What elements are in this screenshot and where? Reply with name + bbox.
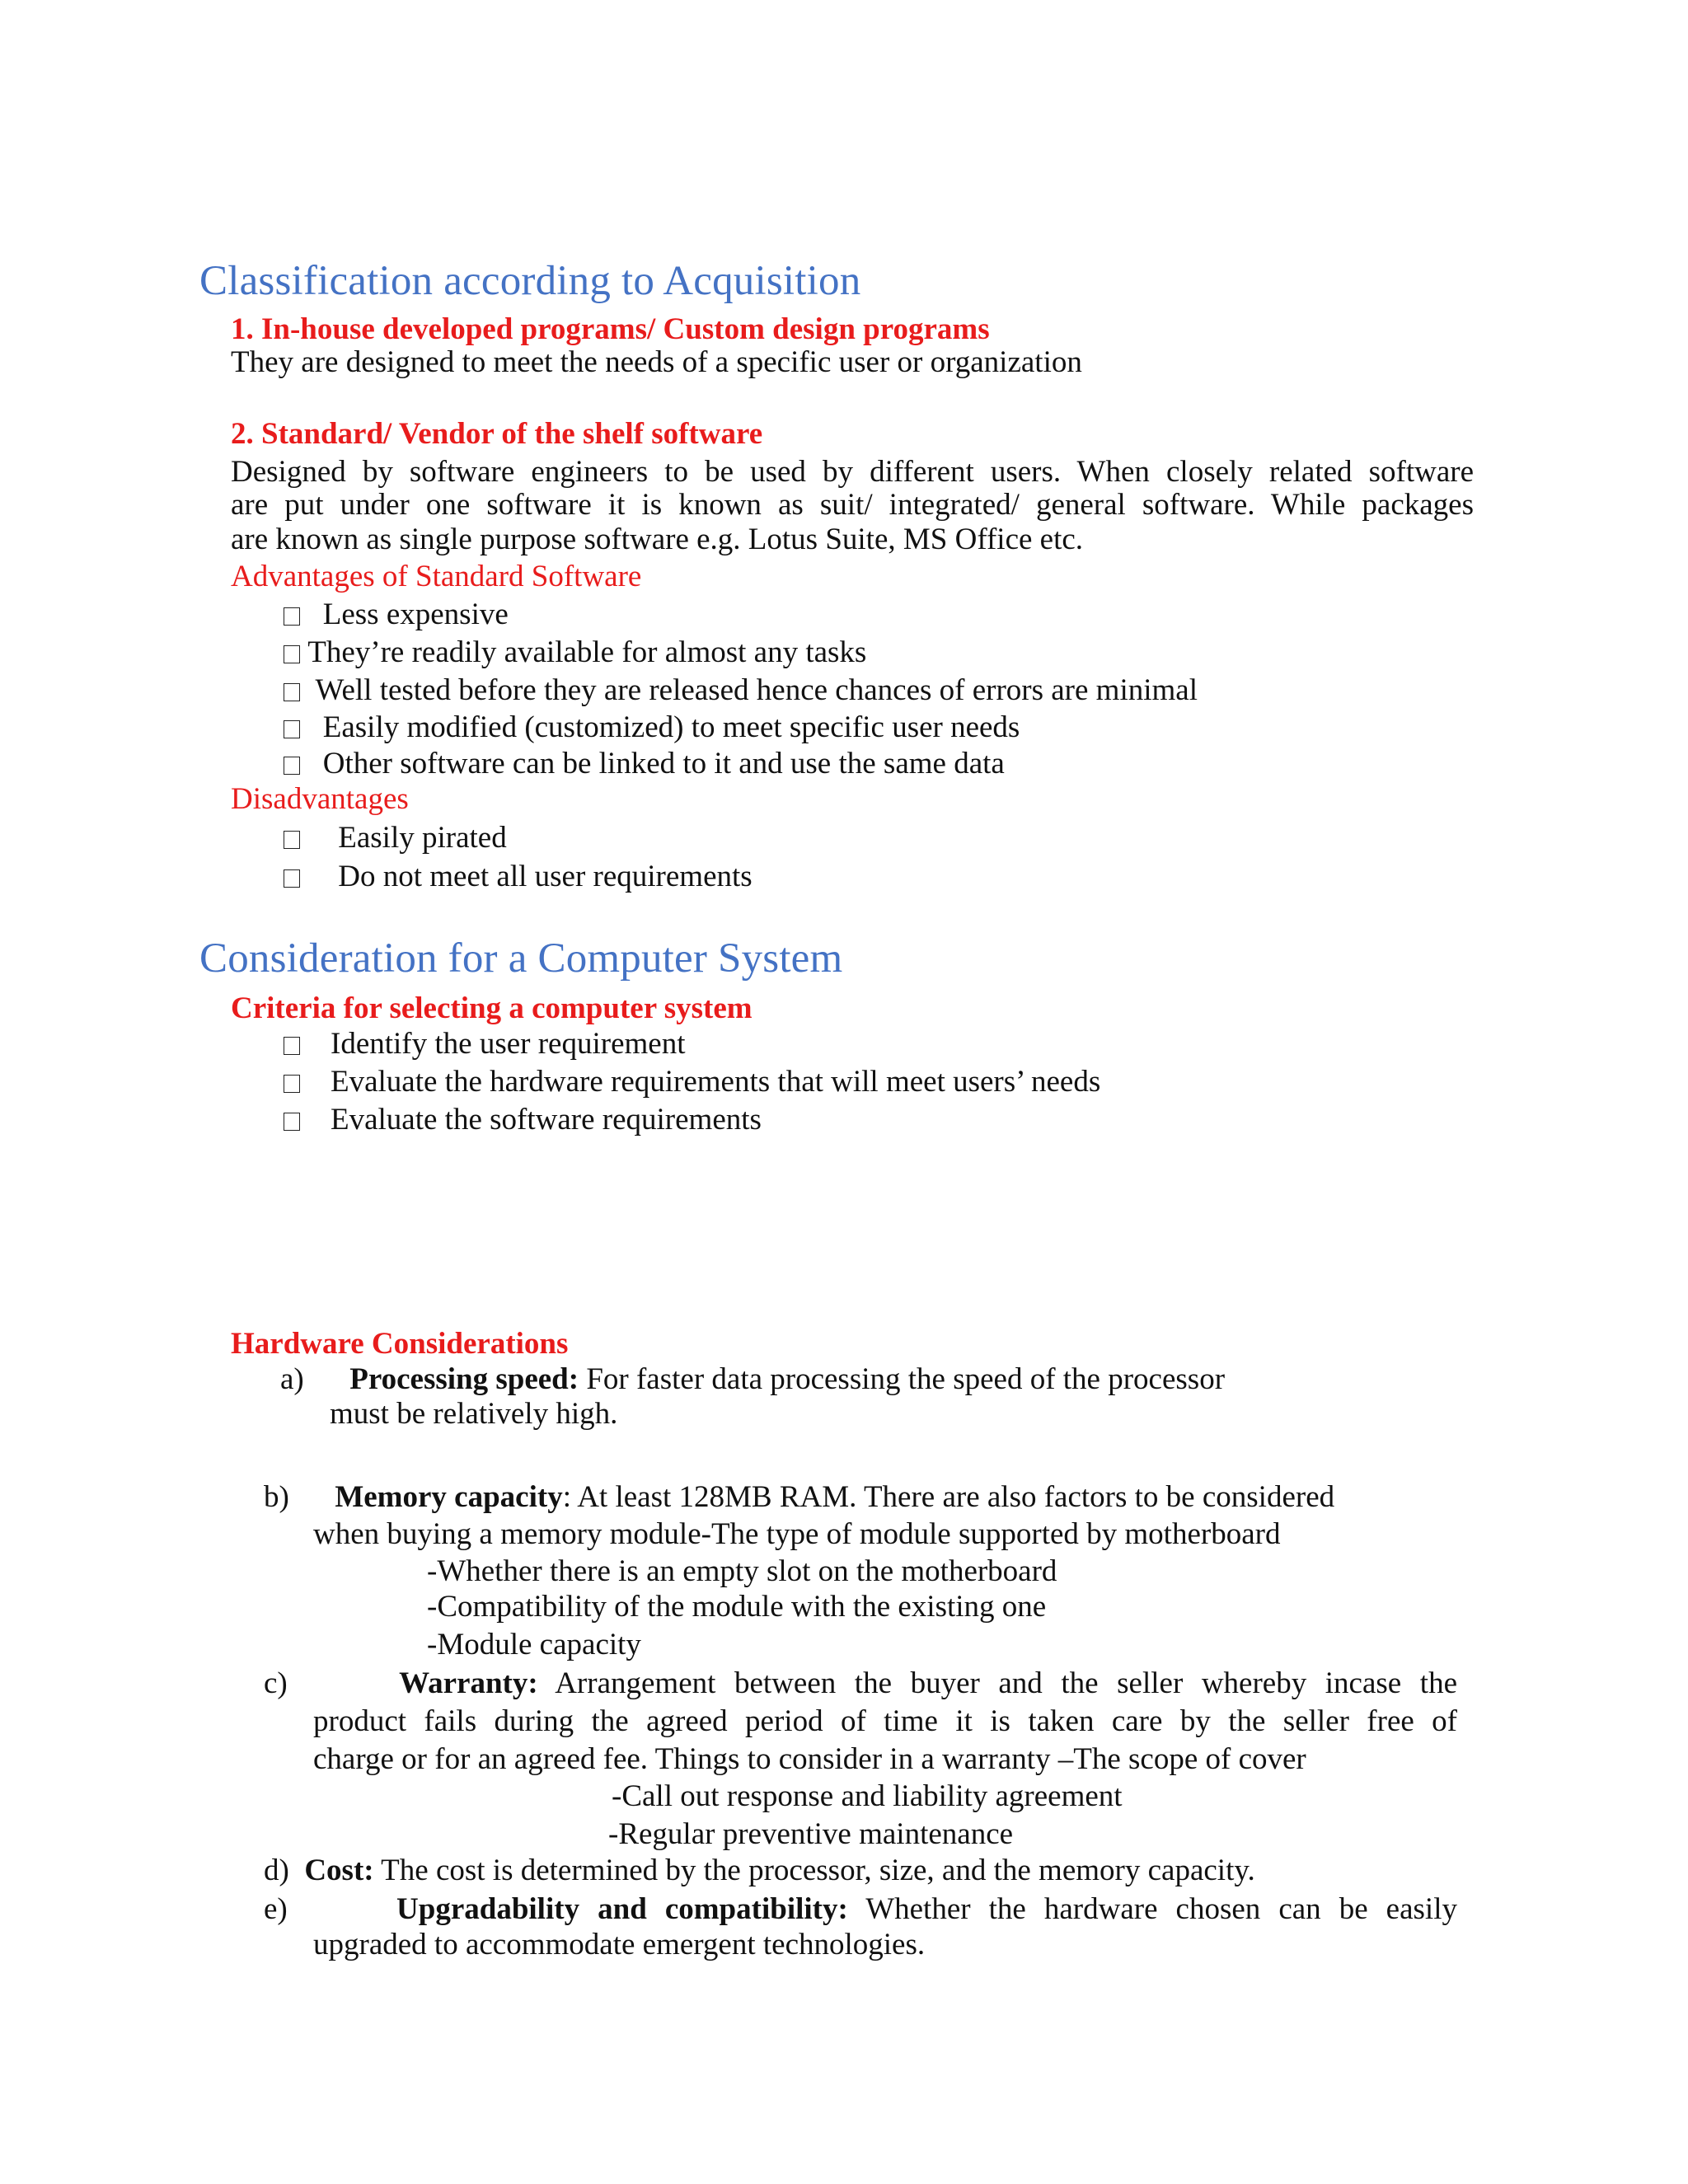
hardware-item-d: d) Cost: The cost is determined by the processor, size, and the memory capacity. <box>264 1854 1255 1887</box>
advantages-list-item: Well tested before they are released hence chances of errors are minimal <box>284 673 1198 708</box>
criteria-heading: Criteria for selecting a computer system <box>231 991 753 1025</box>
hardware-item-b-sub: -Whether there is an empty slot on the motherboard <box>427 1554 1057 1588</box>
bullet-box-icon <box>284 869 300 888</box>
hardware-item-e: e) Upgradability and compatibility: Whether the hardware chosen can be easily <box>264 1892 1457 1926</box>
disadvantages-list-item: Do not meet all user requirements <box>284 859 753 894</box>
hardware-item-c-line3: charge or for an agreed fee. Things to consider in a warranty –The scope of cover <box>313 1742 1306 1776</box>
criteria-list-item: Evaluate the hardware requirements that will meet users’ needs <box>284 1064 1100 1099</box>
item2-text-line: Designed by software engineers to be used by different users. When closely related software <box>231 455 1474 489</box>
hardware-item-e-line2: upgraded to accommodate emergent technologies. <box>313 1928 926 1961</box>
hardware-item-b-sub: -Compatibility of the module with the existing one <box>427 1590 1047 1624</box>
advantages-list-item: Less expensive <box>284 597 509 632</box>
bullet-box-icon <box>284 607 300 626</box>
item2-heading: 2. Standard/ Vendor of the shelf software <box>231 417 763 451</box>
hardware-item-a: a) Processing speed: For faster data processing the speed of the processor <box>280 1362 1226 1396</box>
bullet-box-icon <box>284 831 300 849</box>
disadvantages-heading: Disadvantages <box>231 782 409 816</box>
hardware-item-b-line2: when buying a memory module-The type of module supported by motherboard <box>313 1517 1281 1551</box>
section-title-acquisition: Classification according to Acquisition <box>199 258 861 304</box>
bullet-box-icon <box>284 757 300 775</box>
criteria-list-item: Identify the user requirement <box>284 1026 685 1062</box>
hardware-item-c: c) Warranty: Arrangement between the buyer and the seller whereby incase the <box>264 1666 1457 1700</box>
hardware-item-b-sub: -Module capacity <box>427 1628 641 1661</box>
advantages-list-item: They’re readily available for almost any tasks <box>284 635 866 670</box>
advantages-list-item: Easily modified (customized) to meet specific user needs <box>284 710 1020 745</box>
hardware-heading: Hardware Considerations <box>231 1327 569 1361</box>
hardware-item-c-sub: -Regular preventive maintenance <box>608 1817 1014 1851</box>
advantages-heading: Advantages of Standard Software <box>231 560 642 593</box>
hardware-item-b: b) Memory capacity: At least 128MB RAM. There are also factors to be considered <box>264 1480 1335 1514</box>
criteria-list-item: Evaluate the software requirements <box>284 1102 762 1137</box>
hardware-item-c-line2: product fails during the agreed period of time it is taken care by the seller free of <box>313 1704 1457 1738</box>
bullet-box-icon <box>284 1113 300 1131</box>
hardware-item-c-sub: -Call out response and liability agreement <box>612 1779 1123 1813</box>
hardware-item-a-line2: must be relatively high. <box>330 1397 618 1431</box>
item1-heading: 1. In-house developed programs/ Custom design programs <box>231 312 990 346</box>
advantages-list-item: Other software can be linked to it and use the same data <box>284 746 1005 781</box>
bullet-box-icon <box>284 720 300 738</box>
bullet-box-icon <box>284 1037 300 1055</box>
item1-text: They are designed to meet the needs of a specific user or organization <box>231 345 1082 379</box>
section-title-consideration: Consideration for a Computer System <box>199 935 843 982</box>
disadvantages-list-item: Easily pirated <box>284 820 507 855</box>
bullet-box-icon <box>284 1075 300 1093</box>
item2-text-line: are known as single purpose software e.g. Lotus Suite, MS Office etc. <box>231 523 1084 556</box>
item2-text-line: are put under one software it is known as suit/ integrated/ general software. While packages <box>231 488 1474 522</box>
bullet-box-icon <box>284 645 300 663</box>
bullet-box-icon <box>284 683 300 701</box>
